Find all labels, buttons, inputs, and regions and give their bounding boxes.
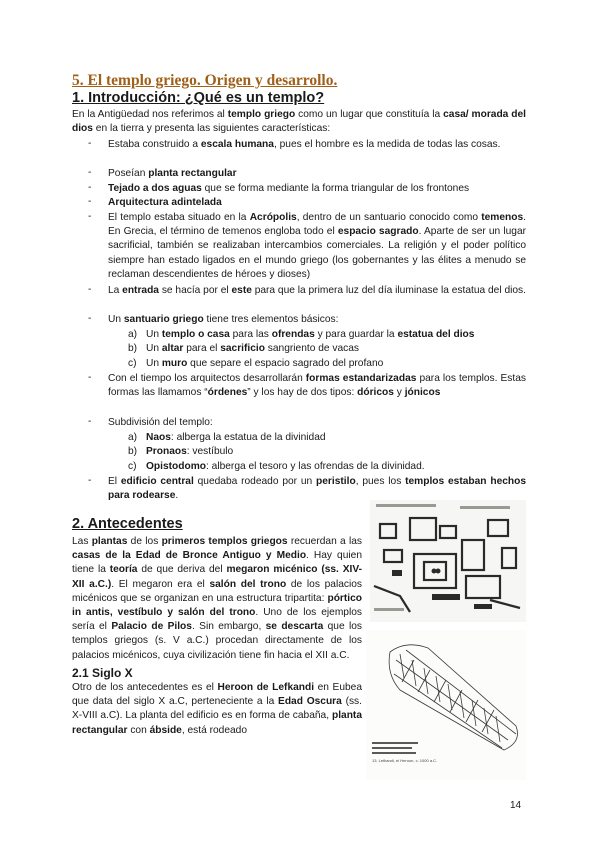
bold-term: templo griego — [227, 109, 296, 120]
bold-term: Naos — [146, 432, 171, 443]
bullet-item: El templo estaba situado en la Acrópolis, dentro de un santuario conocido como temenos. En Grecia, el término de temenos engloba todo el espacio sagrado. Aparte de ser un lugar sacrificial, también se realizaban intercambios comerciales. La religión y el poder político siempre han estado ligados en el mundo griego (los gobernantes y las élites a menudo se reclaman descendientes de héroes y dioses) — [108, 212, 527, 280]
bold-term: temenos — [481, 212, 524, 223]
bold-term: Edad Oscura — [278, 696, 342, 708]
antecedentes-paragraph: Las plantas de los primeros templos griegos recuerdan a las casas de la Edad de Bronce Antiguo y Medio. Hay quien tiene la teoría de que deriva del megaron micénico (ss. XIV-XII a.C.). El megaron era el salón del trono de los palacios micénicos que se organizan en una estructura tripartita: pórtico in antis, vestíbulo y salón del trono. Uno de los ejemplos sería el Palacio de Pilos. Sin embargo, se descarta que los templos griegos (s. V a.C.) procedan directamente de los palacios micénicos, cuya civilización tiene fin hacia el XII a.C. — [72, 536, 363, 661]
bold-term: altar — [161, 343, 184, 354]
santuario-item: Un templo o casa para las ofrendas y para guardar la estatua del dios — [146, 329, 475, 340]
list-letter: a) — [128, 329, 138, 340]
bold-term: espacio sagrado — [337, 226, 419, 238]
bullet-dash: - — [88, 475, 92, 486]
subdivision-item: Pronaos: vestíbulo — [146, 446, 234, 457]
bullet-dash: - — [88, 284, 92, 295]
bold-term: salón del trono — [209, 578, 287, 590]
bullet-dash: - — [88, 138, 92, 149]
bold-term: Tejado a dos aguas — [108, 183, 202, 194]
bold-term: megaron micénico (ss. XIV-XII a.C.) — [72, 564, 362, 590]
list-letter: b) — [128, 446, 138, 457]
palace-plan-figure — [370, 500, 526, 622]
bullet-dash: - — [88, 167, 92, 178]
chapter-title: 5. El templo griego. Origen y desarrollo. — [72, 72, 338, 89]
pilos-palace-plan-drawing — [370, 500, 526, 622]
santuario-item: Un altar para el sacrificio sangriento de vacas — [146, 343, 359, 354]
bold-term: Opistodomo — [146, 461, 206, 472]
bold-term: santuario griego — [123, 314, 204, 325]
bold-term: peristilo — [316, 476, 356, 487]
bullet-dash: - — [88, 313, 92, 324]
bold-term: este — [231, 285, 252, 296]
bullet-dash: - — [88, 211, 92, 222]
bullet-item: Poseían planta rectangular — [108, 168, 237, 179]
bullet-item: Un santuario griego tiene tres elementos básicos: — [108, 314, 339, 325]
bold-term: entrada — [122, 285, 159, 296]
bold-term: templos estaban hechos para rodearse — [108, 476, 527, 502]
list-letter: b) — [128, 343, 138, 354]
bold-term: pórtico in antis, vestíbulo y salón del trono — [72, 592, 362, 619]
bullet-dash: - — [88, 196, 92, 207]
bold-term: planta rectangular — [148, 168, 237, 179]
bold-term: Heroon de Lefkandi — [217, 682, 315, 693]
bullet-item: El edificio central quedaba rodeado por un peristilo, pues los templos estaban hechos para rodearse. — [108, 476, 527, 502]
bold-term: ofrendas — [271, 329, 315, 340]
bold-term: formas estandarizadas — [305, 373, 417, 384]
bullet-item — [108, 196, 526, 210]
subdivision-item: Opistodomo: alberga el tesoro y las ofrendas de la divinidad. — [146, 461, 425, 472]
bold-term: estatua del dios — [397, 329, 475, 340]
list-letter: c) — [128, 461, 137, 472]
bold-term: plantas — [91, 536, 128, 547]
bold-term: jónicos — [404, 387, 441, 399]
figure-caption: 13. Lefkandi, el Heroon, c. 1000 a.C. — [372, 758, 438, 763]
list-letter: a) — [128, 432, 138, 443]
bullet-item: Con el tiempo los arquitectos desarrollarán formas estandarizadas para los templos. Estas formas las llamamos “órdenes” y los hay de dos tipos: dóricos y jónicos — [108, 373, 526, 399]
intro-lead-paragraph: En la Antigüedad nos referimos al templo griego como un lugar que constituía la casa/ morada del dios en la tierra y presenta las siguientes características: — [72, 109, 526, 135]
bold-term: Palacio de Pilos — [111, 621, 192, 633]
heroon-lefkandi-figure — [366, 630, 526, 780]
page-number: 14 — [510, 800, 522, 811]
section-heading-antecedentes: 2. Antecedentes — [72, 516, 183, 532]
bold-term: casa/ morada del dios — [72, 109, 526, 135]
bullet-dash: - — [88, 372, 92, 383]
bold-term: dóricos — [357, 387, 394, 399]
section-heading-siglo-x: 2.1 Siglo X — [72, 666, 133, 680]
bold-term: primeros templos griegos — [161, 536, 288, 547]
bullet-dash: - — [88, 182, 92, 193]
subdivision-item: Naos: alberga la estatua de la divinidad — [146, 432, 326, 443]
bold-term: se descarta — [265, 621, 324, 633]
bold-term: Acrópolis — [249, 212, 297, 223]
bold-term: planta rectangular — [72, 710, 362, 736]
bold-term: edificio central — [120, 476, 194, 487]
bold-term: casas de la Edad de Bronce Antiguo y Medio — [72, 550, 307, 562]
bullet-item: Tejado a dos aguas que se forma mediante la forma triangular de los frontones — [108, 183, 470, 194]
heroon-reconstruction-drawing — [366, 630, 526, 780]
bold-term: Pronaos — [146, 446, 187, 457]
bold-term: órdenes — [207, 387, 248, 399]
bullet-item: Estaba construido a escala humana, pues el hombre es la medida de todas las cosas. — [108, 139, 501, 150]
list-letter: c) — [128, 358, 137, 369]
bold-term: ábside — [149, 724, 182, 736]
bullet-item: Subdivisión del templo: — [108, 417, 213, 428]
bullet-dash: - — [88, 416, 92, 427]
bold-term: muro — [161, 358, 188, 369]
santuario-item: Un muro que separe el espacio sagrado del profano — [146, 358, 384, 369]
bold-term: Arquitectura adintelada — [108, 197, 222, 208]
bold-term: escala humana — [200, 139, 274, 150]
section-heading-introduccion: 1. Introducción: ¿Qué es un templo? — [72, 90, 325, 106]
bold-term: templo o casa — [161, 329, 230, 340]
bold-term: teoría — [109, 564, 138, 576]
bullet-item: La entrada se hacía por el este para que la primera luz del día iluminase la estatua del dios. — [108, 285, 526, 296]
siglo-x-paragraph: Otro de los antecedentes es el Heroon de Lefkandi en Eubea que data del siglo X a.C, perteneciente a la Edad Oscura (ss. X-VIII a.C). La planta del edificio es en forma de cabaña, planta rectangular con ábside, está rodeado — [72, 682, 362, 736]
bold-term: sacrificio — [220, 343, 265, 354]
